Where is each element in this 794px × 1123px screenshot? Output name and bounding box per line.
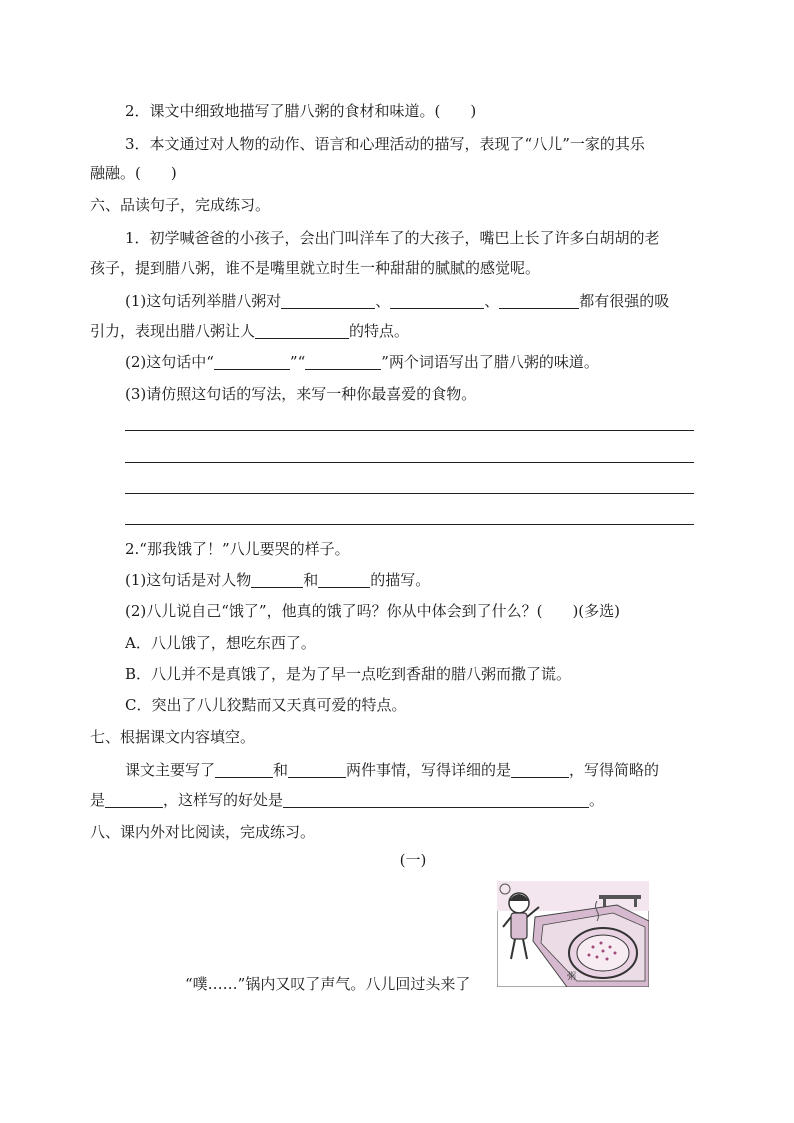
answer-blank[interactable] [215, 761, 273, 778]
question-1-line2 [90, 321, 409, 341]
fill-text-d: ，写得简略的 [569, 761, 660, 779]
answer-blank[interactable] [318, 571, 370, 588]
option-a[interactable]: A．八儿饿了，想吃东西了。 [125, 634, 316, 652]
fill-text-c: 两件事情，写得详细的是 [346, 761, 512, 779]
question-3: (3)请仿照这句话的写法，来写一种你最喜爱的食物。 [125, 385, 477, 403]
answer-blank[interactable] [511, 761, 569, 778]
sentence-1-line1: 1．初学喊爸爸的小孩子，会出门叫洋车了的大孩子，嘴巴上长了许多白胡胡的老 [125, 229, 660, 247]
question-2-text-c: ”两个词语写出了腊八粥的味道。 [381, 353, 599, 371]
fill-text-g: 。 [589, 791, 605, 809]
separator: 、 [484, 292, 500, 310]
sentence-2: 2.“那我饿了！”八儿要哭的样子。 [125, 540, 350, 558]
question-1-text-c: 引力，表现出腊八粥让人 [90, 322, 256, 340]
answer-blank[interactable] [288, 761, 346, 778]
writing-line[interactable] [125, 430, 694, 431]
question-1-line1 [125, 291, 669, 311]
section-7-heading: 七、根据课文内容填空。 [90, 728, 256, 746]
separator: 、 [375, 292, 391, 310]
answer-blank[interactable] [255, 322, 349, 339]
judge-item-3-line2: 融融。( ) [90, 164, 177, 182]
fill-text-b: 和 [273, 761, 289, 779]
answer-blank[interactable] [499, 292, 579, 309]
writing-line[interactable] [125, 462, 694, 463]
fill-text-a: 课文主要写了 [125, 761, 216, 779]
part-one-title: (一) [399, 851, 427, 869]
writing-line[interactable] [125, 524, 694, 525]
illustration-svg [497, 881, 649, 987]
answer-blank[interactable] [214, 353, 290, 370]
option-c[interactable]: C．突出了八儿狡黠而又天真可爱的特点。 [125, 696, 407, 714]
pot-label: 粥 [567, 972, 577, 982]
sentence-2-question-1 [125, 570, 430, 590]
s2q1-text-b: 和 [303, 571, 319, 589]
judge-item-2: 2．课文中细致地描写了腊八粥的食材和味道。( ) [125, 102, 477, 120]
answer-blank[interactable] [281, 292, 375, 309]
fill-line-2 [90, 790, 604, 810]
sentence-1-line2: 孩子，提到腊八粥，谁不是嘴里就立时生一种甜甜的腻腻的感觉呢。 [90, 259, 541, 277]
question-1-text-a: (1)这句话列举腊八粥对 [125, 292, 282, 310]
question-2 [125, 352, 599, 372]
question-1-text-b: 都有很强的吸 [579, 292, 670, 310]
s2q1-text-c: 的描写。 [370, 571, 431, 589]
option-b[interactable]: B．八儿并不是真饿了，是为了早一点吃到香甜的腊八粥而撒了谎。 [125, 665, 572, 683]
writing-line[interactable] [125, 493, 694, 494]
answer-blank[interactable] [305, 353, 381, 370]
illustration-boy-and-porridge [497, 881, 649, 987]
question-2-text-b: ”“ [289, 353, 306, 371]
question-1-text-d: 的特点。 [349, 322, 410, 340]
answer-blank[interactable] [105, 791, 163, 808]
answer-blank[interactable] [283, 791, 589, 808]
section-8-heading: 八、课内外对比阅读，完成练习。 [90, 823, 316, 841]
fill-text-e: 是 [90, 791, 106, 809]
sentence-2-question-2: (2)八儿说自己“饿了”，他真的饿了吗？你从中体会到了什么？( )(多选) [125, 602, 620, 620]
answer-blank[interactable] [390, 292, 484, 309]
fill-line-1 [125, 760, 659, 780]
fill-text-f: ，这样写的好处是 [163, 791, 284, 809]
s2q1-text-a: (1)这句话是对人物 [125, 571, 252, 589]
reading-passage: “噗……”锅内又叹了声气。八儿回过头来了 [185, 975, 471, 993]
judge-item-3-line1: 3．本文通过对人物的动作、语言和心理活动的描写，表现了“八儿”一家的其乐 [125, 135, 645, 153]
answer-blank[interactable] [251, 571, 303, 588]
section-6-heading: 六、品读句子，完成练习。 [90, 196, 271, 214]
question-2-text-a: (2)这句话中“ [125, 353, 214, 371]
